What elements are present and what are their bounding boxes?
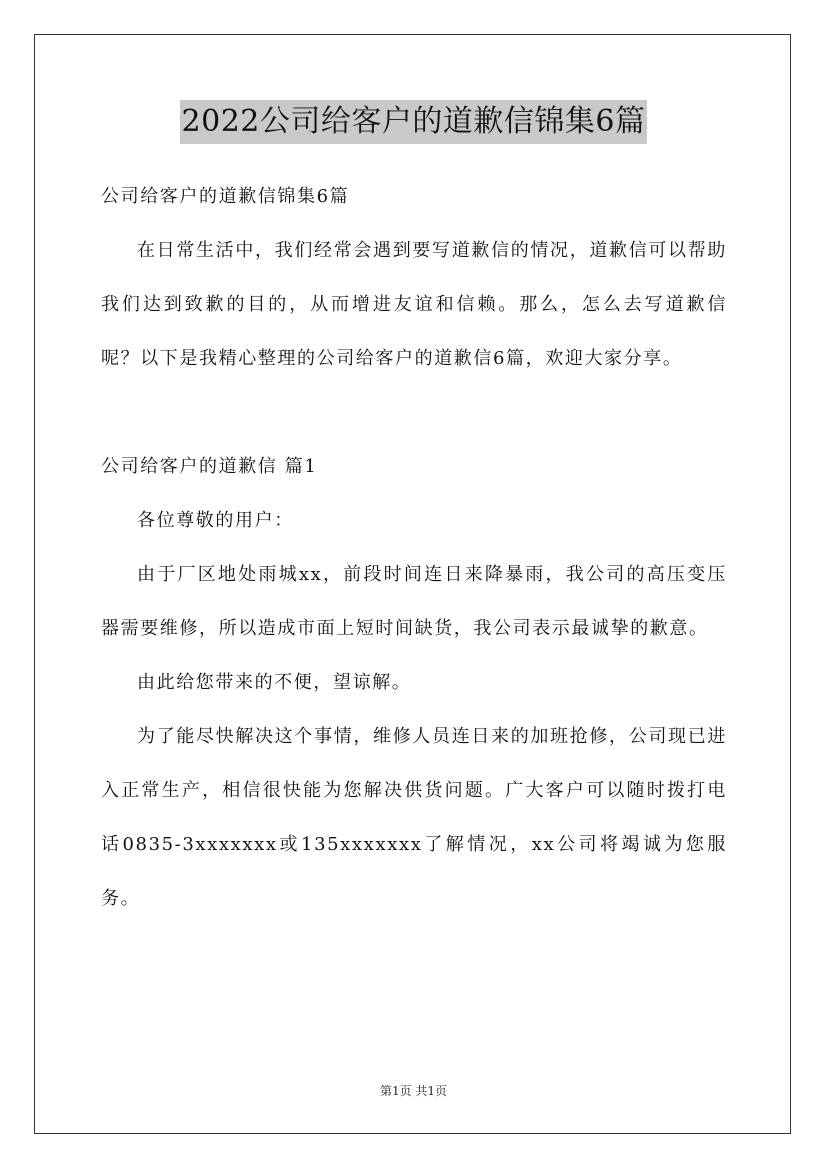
paragraph: 由此给您带来的不便，望谅解。 [137,672,412,693]
paragraph: 各位尊敬的用户： [137,510,294,531]
document-body [101,170,727,926]
paragraph: 在日常生活中，我们经常会遇到要写道歉信的情况，道歉信可以帮助我们达到致歉的目的，从而增进友谊和信赖。那么，怎么去写道歉信呢？以下是我精心整理的公司给客户的道歉信6篇，欢迎大家分享。 [101,240,727,369]
page-footer: 第1页 共1页 [379,1084,448,1098]
paragraph: 公司给客户的道歉信 篇1 [101,456,318,477]
paragraph: 为了能尽快解决这个事情，维修人员连日来的加班抢修，公司现已进入正常生产，相信很快能为您解决供货问题。广大客户可以随时拨打电话0835-3xxxxxxx或135xxxxxxx了解情况，xx公司将竭诚为您服务。 [101,726,727,909]
blank-line [101,386,727,440]
paragraph: 公司给客户的道歉信锦集6篇 [101,186,350,207]
document-title: 2022公司给客户的道歉信锦集6篇 [180,100,648,144]
title-container [0,100,827,144]
paragraph: 由于厂区地处雨城xx，前段时间连日来降暴雨，我公司的高压变压器需要维修，所以造成市面上短时间缺货，我公司表示最诚挚的歉意。 [101,564,727,639]
